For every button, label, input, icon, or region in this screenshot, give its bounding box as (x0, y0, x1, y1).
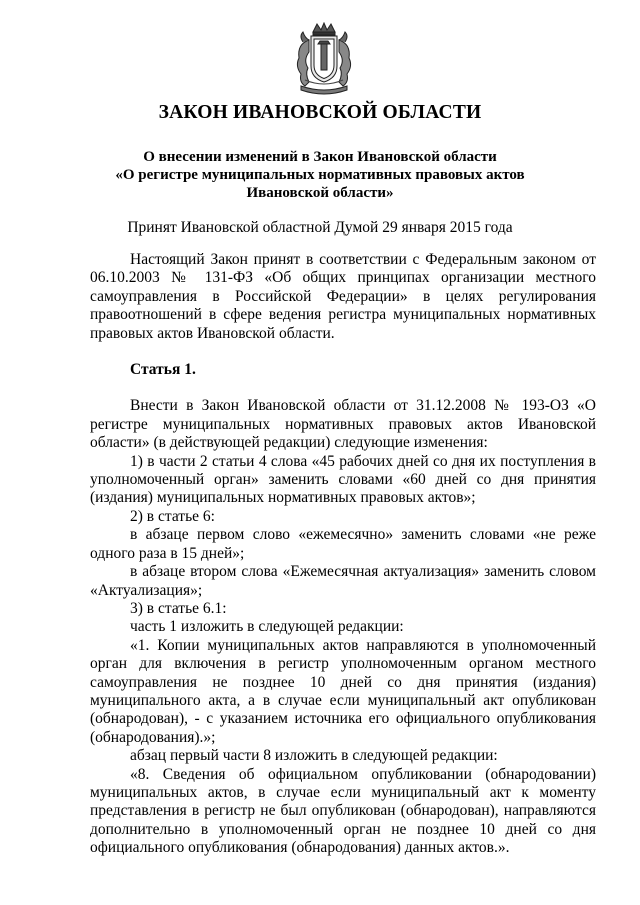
article-paragraph: абзац первый части 8 изложить в следующей редакции: (130, 747, 498, 765)
article-paragraph: 2) в статье 6: (130, 507, 215, 525)
article-paragraph: 3) в статье 6.1: (130, 599, 227, 617)
law-subtitle (90, 148, 550, 202)
article-paragraph: «1. Копии муниципальных актов направляются в уполномоченный орган для включения в регистр уполномоченным органом местного самоуправления не позднее 10 дней со дня принятия (издания) муниципального акта, а в случае если муниципальный акт опубликован (обнародован), - с указанием источника его официального опубликования (обнародования).»; (90, 636, 596, 746)
subtitle-line: Ивановской области» (246, 185, 394, 201)
document-body (90, 251, 596, 858)
article-paragraph: Внести в Закон Ивановской области от 31.12.2008 № 193-ОЗ «О регистре муниципальных нормативных правовых актов Ивановской области» (в действующей редакции) следующие изменения: (90, 397, 596, 452)
article-paragraph: в абзаце первом слово «ежемесячно» заменить словами «не реже одного раза в 15 дней»; (90, 526, 596, 562)
adoption-line: Принят Ивановской областной Думой 29 января 2015 года (127, 219, 513, 236)
article-paragraph: 1) в части 2 статьи 4 слова «45 рабочих дней со дня их поступления в уполномоченный орган» заменить словами «60 дней со дня принятия (издания) муниципальных нормативных правовых актов»; (90, 452, 596, 507)
article-paragraph: «8. Сведения об официальном опубликовании (обнародовании) муниципальных актов, в случае если муниципальный акт к моменту представления в регистр не был опубликован (обнародован), направляются дополнительно в уполномоченный орган не позднее 10 дней со дня официального опубликования (обнародования) данных актов.». (90, 765, 596, 857)
article-paragraph: в абзаце втором слова «Ежемесячная актуализация» заменить словом «Актуализация»; (90, 563, 596, 599)
subtitle-line: О внесении изменений в Закон Ивановской области (143, 149, 497, 165)
coat-of-arms-icon (291, 22, 357, 96)
preamble-paragraph: Настоящий Закон принят в соответствии с Федеральным законом от 06.10.2003 № 131-ФЗ «Об общих принципах организации местного самоуправления в Российской Федерации» в целях регулирования правоотношений в сфере ведения регистра муниципальных нормативных правовых актов Ивановской области. (90, 251, 596, 342)
subtitle-line: «О регистре муниципальных нормативных правовых актов (115, 167, 525, 183)
article-heading: Статья 1. (130, 361, 196, 379)
law-title: ЗАКОН ИВАНОВСКОЙ ОБЛАСТИ (158, 102, 482, 123)
article-paragraph: часть 1 изложить в следующей редакции: (130, 618, 404, 636)
